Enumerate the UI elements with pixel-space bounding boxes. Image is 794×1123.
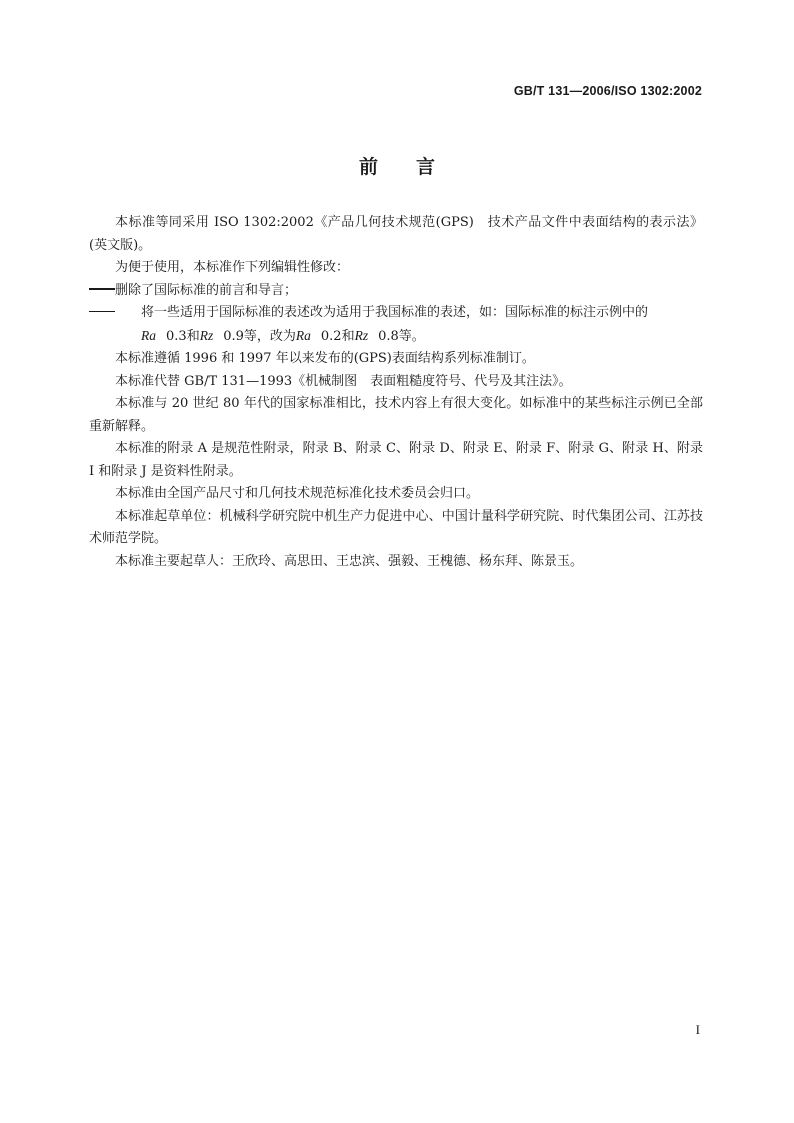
example-value: 0.2: [320, 328, 342, 344]
standard-code: GB/T 131—2006/ISO 1302:2002: [513, 84, 702, 98]
page-number: I: [695, 1022, 700, 1037]
symbol-ra: Ra: [141, 327, 156, 343]
em-dash-marker: [115, 302, 141, 325]
list-item-text: 将一些适用于国际标准的表述改为适用于我国标准的表述，如：国际标准的标注示例中的: [141, 305, 649, 320]
example-text: 和: [186, 328, 200, 344]
list-item-text: 删除了国际标准的前言和导言；: [115, 282, 298, 298]
foreword-body: [89, 212, 703, 573]
example-text: 等。: [398, 328, 425, 344]
paragraph-drafters: 本标准主要起草人：王欣玲、高思田、王忠滨、强毅、王槐德、杨东拜、陈景玉。: [115, 553, 584, 569]
em-dash-marker: [89, 280, 115, 303]
example-value: 0.3: [166, 328, 187, 344]
example-values: [89, 325, 703, 349]
symbol-ra: Ra: [295, 327, 311, 343]
paragraph-editorial-changes: 为便于使用，本标准作下列编辑性修改：: [115, 260, 350, 275]
paragraph-committee: 本标准由全国产品尺寸和几何技术规范标准化技术委员会归口。: [115, 486, 480, 501]
example-text: 和: [341, 328, 355, 344]
paragraph-replaces: 本标准代替 GB/T 131—1993《机械制图 表面粗糙度符号、代号及其注法》。: [115, 373, 572, 389]
symbol-rz: Rz: [199, 327, 214, 343]
paragraph-annexes: 本标准的附录 A 是规范性附录，附录 B、附录 C、附录 D、附录 E、附录 F、附录 G、附录 H、附录 I 和附录 J 是资料性附录。: [89, 441, 703, 479]
page-title: 前言: [358, 156, 473, 178]
example-text: 等，改为: [243, 328, 296, 344]
example-value: 0.8: [378, 328, 399, 344]
paragraph-drafting-units: 本标准起草单位：机械科学研究院中机生产力促进中心、中国计量科学研究院、时代集团公司、江苏技术师范学院。: [89, 508, 703, 546]
list-item-removed-foreword: [89, 280, 703, 303]
symbol-rz: Rz: [354, 327, 369, 343]
example-value: 0.9: [223, 328, 244, 344]
paragraph-gps-series: 本标准遵循 1996 和 1997 年以来发布的(GPS)表面结构系列标准制订。: [115, 351, 535, 366]
list-item-expression-changes: [89, 302, 703, 325]
paragraph-adoption: 本标准等同采用 ISO 1302:2002《产品几何技术规范(GPS) 技术产品文件中表面结构的表示法》(英文版)。: [89, 215, 703, 253]
paragraph-technical-changes: 本标准与 20 世纪 80 年代的国家标准相比，技术内容上有很大变化。如标准中的某些标注示例已全部重新解释。: [89, 396, 703, 434]
